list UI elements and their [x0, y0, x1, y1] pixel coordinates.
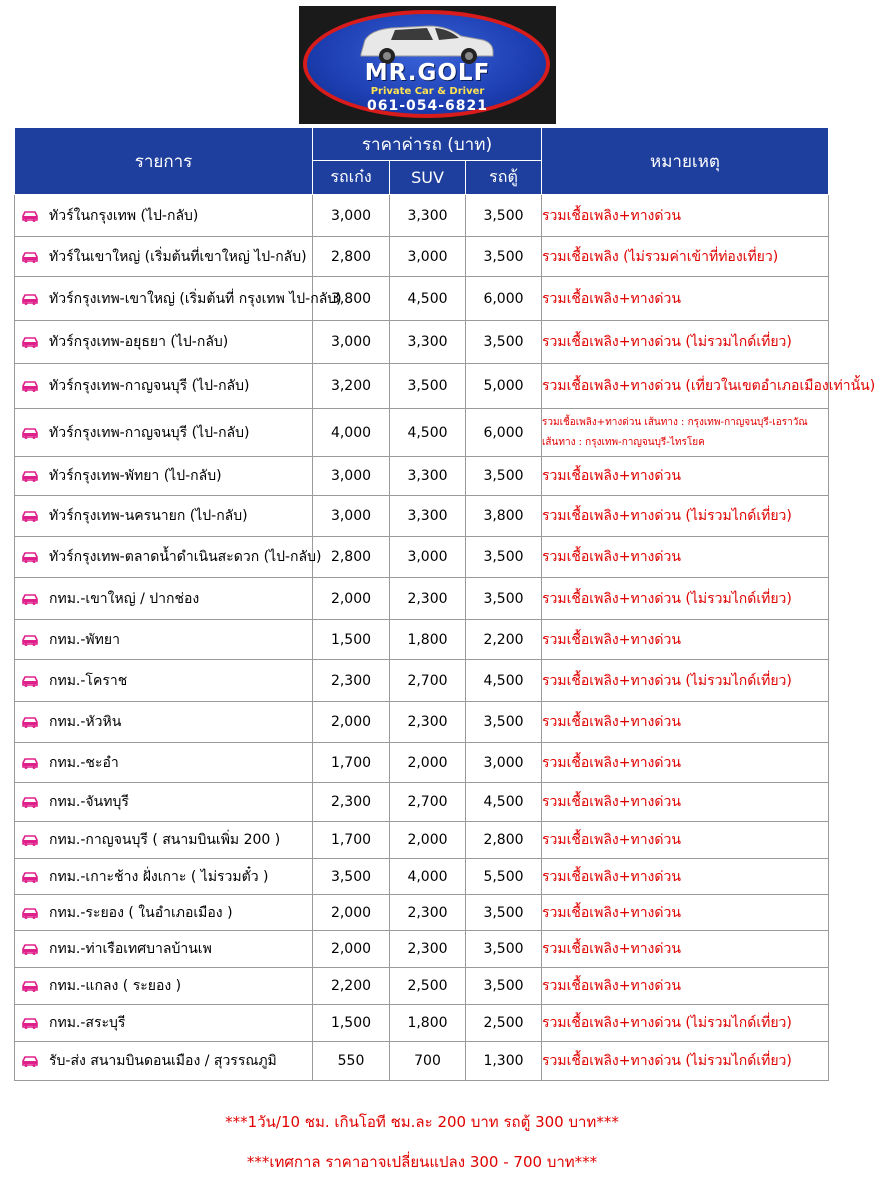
row-van-price: 3,500	[466, 537, 542, 578]
row-item-cell	[15, 783, 313, 822]
row-sedan-price: 3,000	[313, 195, 390, 237]
row-suv-price: 2,000	[390, 822, 466, 859]
row-van-price: 3,500	[466, 702, 542, 743]
row-item-label: กทม.-โคราช	[49, 672, 128, 689]
row-item-label: กทม.-เขาใหญ่ / ปากช่อง	[49, 590, 200, 607]
row-note: รวมเชื้อเพลิง+ทางด่วน (ไม่รวมไกด์เที่ยว)	[542, 321, 829, 364]
row-sedan-price: 3,500	[313, 859, 390, 895]
row-van-price: 2,500	[466, 1005, 542, 1042]
row-note: รวมเชื้อเพลิง+ทางด่วน	[542, 457, 829, 496]
row-item-cell	[15, 620, 313, 660]
row-sedan-price: 2,000	[313, 895, 390, 931]
car-icon	[21, 1055, 39, 1067]
row-item-label: ทัวร์ในเขาใหญ่ (เริ่มต้นที่เขาใหญ่ ไป-กลับ)	[49, 248, 307, 265]
row-van-price: 6,000	[466, 409, 542, 457]
row-item-label: ทัวร์กรุงเทพ-นครนายก (ไป-กลับ)	[49, 508, 248, 524]
row-note: รวมเชื้อเพลิง+ทางด่วน	[542, 195, 829, 237]
row-van-price: 3,500	[466, 968, 542, 1005]
row-item-label: กทม.-ท่าเรือเทศบาลบ้านเพ	[49, 941, 212, 957]
row-sedan-price: 2,300	[313, 660, 390, 702]
table-row	[15, 1042, 829, 1081]
row-van-price: 3,500	[466, 457, 542, 496]
table-row	[15, 277, 829, 321]
table-row	[15, 783, 829, 822]
row-note: รวมเชื้อเพลิง+ทางด่วน	[542, 537, 829, 578]
row-van-price: 3,500	[466, 321, 542, 364]
row-sedan-price: 2,000	[313, 702, 390, 743]
price-table-header	[15, 128, 829, 195]
row-note: รวมเชื้อเพลิง+ทางด่วน (เที่ยวในเขตอำเภอเมืองเท่านั้น)	[542, 364, 829, 409]
car-icon	[21, 336, 39, 348]
row-note: รวมเชื้อเพลิง+ทางด่วน	[542, 822, 829, 859]
car-icon	[21, 427, 39, 439]
row-suv-price: 2,700	[390, 660, 466, 702]
car-icon	[21, 1017, 39, 1029]
car-icon	[21, 757, 39, 769]
row-item-cell	[15, 702, 313, 743]
row-note: รวมเชื้อเพลิง+ทางด่วน	[542, 783, 829, 822]
car-icon	[21, 470, 39, 482]
row-item-cell	[15, 931, 313, 968]
car-icon	[21, 251, 39, 263]
row-suv-price: 1,800	[390, 1005, 466, 1042]
row-item-label: กทม.-แกลง ( ระยอง )	[49, 978, 182, 994]
row-van-price: 2,800	[466, 822, 542, 859]
row-note: รวมเชื้อเพลิง+ทางด่วน (ไม่รวมไกด์เที่ยว)	[542, 660, 829, 702]
table-row	[15, 660, 829, 702]
row-item-label: กทม.-พัทยา	[49, 631, 120, 648]
row-van-price: 6,000	[466, 277, 542, 321]
row-note: รวมเชื้อเพลิง+ทางด่วน (ไม่รวมไกด์เที่ยว)	[542, 496, 829, 537]
row-item-label: กทม.-สระบุรี	[49, 1015, 126, 1031]
row-item-cell	[15, 895, 313, 931]
row-note-line1: รวมเชื้อเพลิง+ทางด่วน เส้นทาง : กรุงเทพ-กาญจนบุรี-เอราวัณ	[542, 416, 808, 428]
header-sedan: รถเก๋ง	[313, 161, 390, 195]
row-item-cell	[15, 660, 313, 702]
row-sedan-price: 2,800	[313, 537, 390, 578]
table-row	[15, 321, 829, 364]
row-note: รวมเชื้อเพลิง+ทางด่วน	[542, 620, 829, 660]
row-sedan-price: 1,500	[313, 1005, 390, 1042]
row-sedan-price: 2,200	[313, 968, 390, 1005]
row-sedan-price: 2,800	[313, 237, 390, 277]
row-van-price: 1,300	[466, 1042, 542, 1081]
row-item-label: กทม.-ระยอง ( ในอำเภอเมือง )	[49, 904, 233, 921]
row-item-label: ทัวร์กรุงเทพ-พัทยา (ไป-กลับ)	[49, 468, 222, 484]
row-van-price: 5,000	[466, 364, 542, 409]
row-suv-price: 2,300	[390, 931, 466, 968]
car-icon	[21, 593, 39, 605]
car-icon	[21, 980, 39, 992]
header-item: รายการ	[15, 128, 313, 195]
row-note: รวมเชื้อเพลิง+ทางด่วน	[542, 277, 829, 321]
row-note: รวมเชื้อเพลิง (ไม่รวมค่าเข้าที่ท่องเที่ยว)	[542, 237, 829, 277]
row-item-cell	[15, 537, 322, 578]
row-suv-price: 4,500	[390, 409, 466, 457]
table-row	[15, 822, 829, 859]
row-item-cell	[15, 968, 313, 1005]
row-suv-price: 3,300	[390, 195, 466, 237]
row-suv-price: 2,300	[390, 895, 466, 931]
logo	[299, 6, 556, 124]
row-item-label: ทัวร์กรุงเทพ-เขาใหญ่ (เริ่มต้นที่ กรุงเทพ ไป-กลับ)	[49, 290, 342, 307]
row-note: รวมเชื้อเพลิง+ทางด่วน	[542, 931, 829, 968]
table-row	[15, 743, 829, 783]
row-van-price: 4,500	[466, 783, 542, 822]
car-icon	[21, 675, 39, 687]
row-van-price: 3,500	[466, 195, 542, 237]
row-item-cell	[15, 457, 313, 496]
row-item-label: ทัวร์กรุงเทพ-อยุธยา (ไป-กลับ)	[49, 334, 229, 350]
header-van: รถตู้	[466, 161, 542, 195]
row-suv-price: 3,300	[390, 457, 466, 496]
row-sedan-price: 4,000	[313, 409, 390, 457]
table-row	[15, 968, 829, 1005]
row-item-cell	[15, 195, 313, 237]
row-sedan-price: 3,200	[313, 364, 390, 409]
footer-overtime-note: ***1วัน/10 ชม. เกินโอที ชม.ละ 200 บาท รถตู้ 300 บาท***	[225, 1113, 619, 1131]
row-suv-price: 3,300	[390, 496, 466, 537]
table-row	[15, 620, 829, 660]
row-item-cell	[15, 237, 313, 277]
row-suv-price: 700	[390, 1042, 466, 1081]
row-suv-price: 2,300	[390, 578, 466, 620]
row-item-cell	[15, 1042, 313, 1081]
car-icon	[21, 380, 39, 392]
row-item-label: กทม.-กาญจนบุรี ( สนามบินเพิ่ม 200 )	[49, 832, 281, 848]
row-sedan-price: 3,000	[313, 321, 390, 364]
row-note: รวมเชื้อเพลิง+ทางด่วน (ไม่รวมไกด์เที่ยว)	[542, 578, 829, 620]
row-item-label: กทม.-จันทบุรี	[49, 794, 129, 810]
row-van-price: 3,500	[466, 578, 542, 620]
car-icon	[21, 834, 39, 846]
row-sedan-price: 2,000	[313, 931, 390, 968]
row-sedan-price: 550	[313, 1042, 390, 1081]
row-item-cell	[15, 409, 313, 457]
row-item-cell	[15, 859, 313, 895]
car-icon	[21, 210, 39, 222]
row-item-cell	[15, 578, 313, 620]
row-van-price: 5,500	[466, 859, 542, 895]
row-sedan-price: 1,700	[313, 822, 390, 859]
row-item-cell	[15, 496, 313, 537]
row-item-label: ทัวร์กรุงเทพ-กาญจนบุรี (ไป-กลับ)	[49, 424, 250, 441]
row-note: รวมเชื้อเพลิง+ทางด่วน	[542, 968, 829, 1005]
row-suv-price: 2,000	[390, 743, 466, 783]
row-van-price: 3,800	[466, 496, 542, 537]
row-suv-price: 4,000	[390, 859, 466, 895]
row-item-label: ทัวร์กรุงเทพ-กาญจนบุรี (ไป-กลับ)	[49, 378, 250, 394]
header-note: หมายเหตุ	[542, 128, 829, 195]
table-row	[15, 195, 829, 237]
row-suv-price: 2,700	[390, 783, 466, 822]
row-sedan-price: 3,800	[313, 277, 390, 321]
table-row	[15, 537, 829, 578]
row-item-label: ทัวร์กรุงเทพ-ตลาดน้ำดำเนินสะดวก (ไป-กลับ)	[49, 549, 322, 565]
row-item-label: กทม.-เกาะช้าง ฝั่งเกาะ ( ไม่รวมตั๋ว )	[49, 868, 269, 885]
table-row	[15, 859, 829, 895]
row-sedan-price: 1,700	[313, 743, 390, 783]
table-row	[15, 895, 829, 931]
row-item-cell	[15, 364, 313, 409]
row-item-cell	[15, 277, 342, 321]
row-note	[542, 409, 829, 457]
table-row	[15, 702, 829, 743]
row-van-price: 2,200	[466, 620, 542, 660]
table-row	[15, 409, 829, 457]
row-suv-price: 4,500	[390, 277, 466, 321]
suv-car-image	[351, 16, 501, 66]
row-note: รวมเชื้อเพลิง+ทางด่วน	[542, 702, 829, 743]
car-icon	[21, 293, 39, 305]
row-sedan-price: 2,000	[313, 578, 390, 620]
logo-tagline: Private Car & Driver	[370, 86, 485, 97]
row-van-price: 3,500	[466, 931, 542, 968]
car-icon	[21, 551, 39, 563]
row-note: รวมเชื้อเพลิง+ทางด่วน (ไม่รวมไกด์เที่ยว)	[542, 1042, 829, 1081]
table-row	[15, 1005, 829, 1042]
row-van-price: 3,000	[466, 743, 542, 783]
table-row	[15, 364, 829, 409]
footer-festival-note: ***เทศกาล ราคาอาจเปลี่ยนแปลง 300 - 700 บาท***	[246, 1153, 598, 1171]
logo-phone: 061-054-6821	[366, 98, 489, 114]
row-item-cell	[15, 1005, 313, 1042]
row-sedan-price: 2,300	[313, 783, 390, 822]
car-icon	[21, 634, 39, 646]
header-suv: SUV	[390, 161, 466, 195]
row-van-price: 3,500	[466, 237, 542, 277]
row-van-price: 3,500	[466, 895, 542, 931]
row-suv-price: 2,300	[390, 702, 466, 743]
row-item-label: รับ-ส่ง สนามบินดอนเมือง / สุวรรณภูมิ	[49, 1053, 277, 1069]
row-suv-price: 2,500	[390, 968, 466, 1005]
row-sedan-price: 3,000	[313, 496, 390, 537]
row-item-label: ทัวร์ในกรุงเทพ (ไป-กลับ)	[49, 207, 199, 224]
row-note: รวมเชื้อเพลิง+ทางด่วน	[542, 895, 829, 931]
row-item-cell	[15, 321, 313, 364]
row-item-cell	[15, 822, 313, 859]
row-note: รวมเชื้อเพลิง+ทางด่วน	[542, 859, 829, 895]
row-suv-price: 1,800	[390, 620, 466, 660]
row-item-cell	[15, 743, 313, 783]
row-suv-price: 3,300	[390, 321, 466, 364]
row-note: รวมเชื้อเพลิง+ทางด่วน (ไม่รวมไกด์เที่ยว)	[542, 1005, 829, 1042]
row-suv-price: 3,500	[390, 364, 466, 409]
logo-brand: MR.GOLF	[364, 60, 491, 86]
row-suv-price: 3,000	[390, 537, 466, 578]
row-note-line2: เส้นทาง : กรุงเทพ-กาญจนบุรี-ไทรโยค	[542, 436, 705, 448]
car-icon	[21, 796, 39, 808]
table-row	[15, 496, 829, 537]
row-item-label: กทม.-หัวหิน	[49, 714, 122, 730]
row-van-price: 4,500	[466, 660, 542, 702]
table-row	[15, 457, 829, 496]
row-item-label: กทม.-ชะอำ	[49, 754, 119, 771]
price-table	[14, 127, 875, 1081]
row-sedan-price: 1,500	[313, 620, 390, 660]
table-row	[15, 237, 829, 277]
car-icon	[21, 943, 39, 955]
car-icon	[21, 510, 39, 522]
table-row	[15, 578, 829, 620]
table-row	[15, 931, 829, 968]
row-sedan-price: 3,000	[313, 457, 390, 496]
header-price-group: ราคาค่ารถ (บาท)	[313, 128, 542, 161]
price-table-body	[15, 195, 875, 1081]
car-icon	[21, 716, 39, 728]
row-suv-price: 3,000	[390, 237, 466, 277]
car-icon	[21, 871, 39, 883]
car-icon	[21, 907, 39, 919]
row-note: รวมเชื้อเพลิง+ทางด่วน	[542, 743, 829, 783]
